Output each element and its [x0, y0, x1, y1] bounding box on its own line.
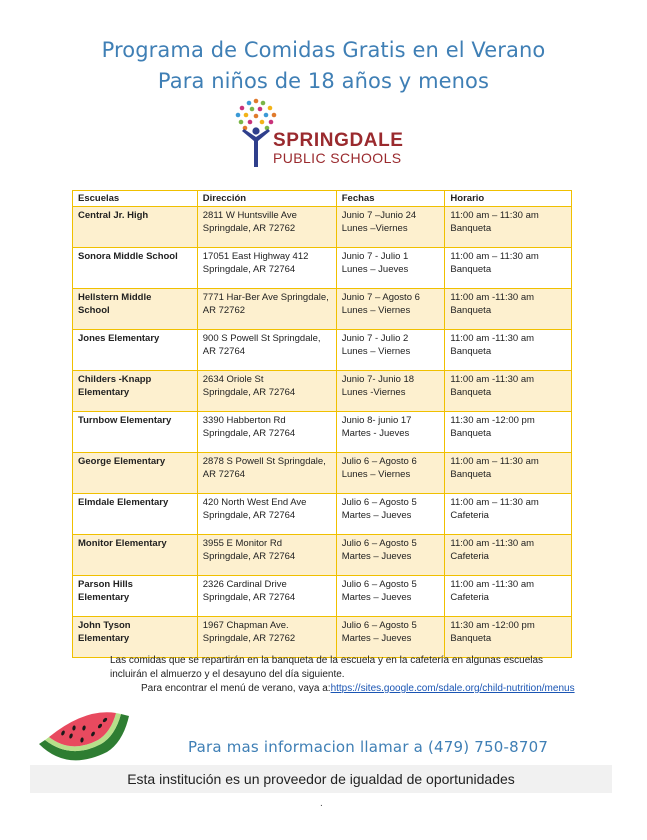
address-cell [197, 248, 336, 289]
dates-cell [336, 207, 445, 248]
dates-cell [336, 576, 445, 617]
cell-line: 1967 Chapman Ave. [202, 620, 289, 631]
address-cell [197, 289, 336, 330]
cell-line: Lunes – Viernes [341, 469, 411, 480]
school-cell [73, 412, 198, 453]
table-row [73, 412, 572, 453]
springdale-logo [231, 95, 421, 173]
header-address: Dirección [197, 191, 336, 207]
dates-cell [336, 412, 445, 453]
address-cell [197, 494, 336, 535]
cell-line: Martes - Jueves [341, 428, 410, 439]
cell-line: Elementary [78, 633, 130, 644]
cell-line: Lunes – Viernes [341, 346, 411, 357]
cell-line: Elementary [78, 592, 130, 603]
table-header-row [73, 191, 572, 207]
cell-line: Banqueta [450, 264, 492, 275]
cell-line: Junio 7 – Agosto 6 [341, 292, 420, 303]
address-cell [197, 412, 336, 453]
address-cell [197, 535, 336, 576]
cell-line: Lunes –Viernes [341, 223, 408, 234]
hours-cell [445, 248, 572, 289]
cell-line: 2878 S Powell St Springdale, [202, 456, 326, 467]
cell-line: AR 72762 [202, 305, 246, 316]
cell-line: Junio 7 - Julio 1 [341, 251, 409, 262]
cell-line: Springdale, AR 72764 [202, 387, 296, 398]
cell-line: Banqueta [450, 223, 492, 234]
address-cell [197, 576, 336, 617]
menu-note [141, 683, 575, 694]
cell-line: Banqueta [450, 469, 492, 480]
cell-line: School [78, 305, 110, 316]
cell-line: Springdale, AR 72762 [202, 633, 296, 644]
logo-springdale-text: SPRINGDALE [273, 130, 404, 151]
cell-line: Julio 6 – Agosto 5 [341, 620, 417, 631]
cell-line: 3955 E Monitor Rd [202, 538, 282, 549]
school-cell [73, 453, 198, 494]
dates-cell [336, 330, 445, 371]
address-cell [197, 453, 336, 494]
school-cell [73, 576, 198, 617]
cell-line: Childers -Knapp [78, 374, 152, 385]
cell-line: 11:00 am -11:30 am [450, 333, 535, 344]
cell-line: 7771 Har-Ber Ave Springdale, [202, 292, 329, 303]
cell-line: Banqueta [450, 305, 492, 316]
cell-line: Julio 6 – Agosto 5 [341, 579, 417, 590]
hours-cell [445, 535, 572, 576]
dates-cell [336, 248, 445, 289]
cell-line: Junio 7 - Julio 2 [341, 333, 409, 344]
dates-cell [336, 371, 445, 412]
cell-line: Sonora Middle School [78, 251, 178, 262]
cell-line: Springdale, AR 72764 [202, 264, 296, 275]
meals-note-line-2: incluirán el almuerzo y el desayuno del día siguiente. [110, 669, 345, 680]
cell-line: 11:00 am – 11:30 am [450, 210, 539, 221]
table-row [73, 576, 572, 617]
cell-line: Martes – Jueves [341, 633, 412, 644]
footer-dot: . [320, 798, 323, 809]
school-cell [73, 207, 198, 248]
hours-cell [445, 289, 572, 330]
school-cell [73, 248, 198, 289]
cell-line: Banqueta [450, 633, 492, 644]
menu-note-prefix: Para encontrar el menú de verano, vaya a: [141, 683, 331, 694]
school-cell [73, 617, 198, 658]
table-row [73, 248, 572, 289]
cell-line: Hellstern Middle [78, 292, 152, 303]
header-dates: Fechas [336, 191, 445, 207]
equal-opportunity-text: Esta institución es un proveedor de igualdad de oportunidades [127, 771, 515, 787]
table-row [73, 371, 572, 412]
cell-line: Martes – Jueves [341, 592, 412, 603]
table-row [73, 453, 572, 494]
cell-line: Lunes -Viernes [341, 387, 406, 398]
cell-line: Junio 7 –Junio 24 [341, 210, 417, 221]
cell-line: 11:00 am -11:30 am [450, 374, 535, 385]
cell-line: Lunes – Viernes [341, 305, 411, 316]
logo-public-schools-text: PUBLIC SCHOOLS [273, 150, 402, 166]
dates-cell [336, 453, 445, 494]
cell-line: 11:30 am -12:00 pm [450, 415, 535, 426]
hours-cell [445, 371, 572, 412]
school-cell [73, 494, 198, 535]
cell-line: Junio 7- Junio 18 [341, 374, 415, 385]
contact-phone-text: Para mas informacion llamar a (479) 750-8707 [188, 738, 549, 756]
cell-line: AR 72764 [202, 346, 246, 357]
address-cell [197, 371, 336, 412]
hours-cell [445, 576, 572, 617]
address-cell [197, 617, 336, 658]
table-row [73, 330, 572, 371]
cell-line: John Tyson [78, 620, 131, 631]
cell-line: 2811 W Huntsville Ave [202, 210, 297, 221]
cell-line: Martes – Jueves [341, 551, 412, 562]
menu-link[interactable]: https://sites.google.com/sdale.org/child-nutrition/menus [330, 683, 575, 694]
table-row [73, 617, 572, 658]
header-schools: Escuelas [73, 191, 198, 207]
school-cell [73, 371, 198, 412]
header-hours: Horario [445, 191, 572, 207]
table-row [73, 207, 572, 248]
cell-line: 420 North West End Ave [202, 497, 307, 508]
table-row [73, 535, 572, 576]
school-cell [73, 535, 198, 576]
table-row [73, 289, 572, 330]
cell-line: Cafeteria [450, 551, 489, 562]
cell-line: 17051 East Highway 412 [202, 251, 309, 262]
cell-line: 3390 Habberton Rd [202, 415, 286, 426]
cell-line: 900 S Powell St Springdale, [202, 333, 321, 344]
cell-line: Springdale, AR 72762 [202, 223, 296, 234]
cell-line: Junio 8- junio 17 [341, 415, 412, 426]
cell-line: 11:30 am -12:00 pm [450, 620, 535, 631]
cell-line: Julio 6 – Agosto 5 [341, 538, 417, 549]
dates-cell [336, 289, 445, 330]
address-cell [197, 207, 336, 248]
cell-line: Springdale, AR 72764 [202, 428, 296, 439]
cell-line: Springdale, AR 72764 [202, 510, 296, 521]
cell-line: Springdale, AR 72764 [202, 551, 296, 562]
cell-line: 2326 Cardinal Drive [202, 579, 287, 590]
dates-cell [336, 535, 445, 576]
cell-line: Central Jr. High [78, 210, 149, 221]
cell-line: 2634 Oriole St [202, 374, 264, 385]
dates-cell [336, 617, 445, 658]
cell-line: AR 72764 [202, 469, 246, 480]
cell-line: 11:00 am -11:30 am [450, 292, 535, 303]
cell-line: Cafeteria [450, 592, 489, 603]
cell-line: 11:00 am -11:30 am [450, 538, 535, 549]
cell-line: Turnbow Elementary [78, 415, 172, 426]
cell-line: Jones Elementary [78, 333, 160, 344]
footer-band [30, 765, 612, 793]
hours-cell [445, 453, 572, 494]
cell-line: 11:00 am – 11:30 am [450, 251, 539, 262]
hours-cell [445, 617, 572, 658]
hours-cell [445, 494, 572, 535]
meal-sites-table [72, 190, 572, 658]
hours-cell [445, 330, 572, 371]
cell-line: Julio 6 – Agosto 5 [341, 497, 417, 508]
cell-line: Elmdale Elementary [78, 497, 169, 508]
cell-line: Parson Hills [78, 579, 133, 590]
cell-line: Banqueta [450, 346, 492, 357]
cell-line: Cafeteria [450, 510, 489, 521]
dates-cell [336, 494, 445, 535]
school-cell [73, 330, 198, 371]
address-cell [197, 330, 336, 371]
meals-note-line-1: Las comidas que se repartirán en la banqueta de la escuela y en la cafetería en algunas escuelas [110, 655, 544, 666]
title-line-2: Para niños de 18 años y menos [157, 69, 490, 93]
hours-cell [445, 207, 572, 248]
cell-line: Elementary [78, 387, 130, 398]
hours-cell [445, 412, 572, 453]
cell-line: 11:00 am – 11:30 am [450, 456, 539, 467]
cell-line: Banqueta [450, 387, 492, 398]
cell-line: Banqueta [450, 428, 492, 439]
cell-line: Julio 6 – Agosto 6 [341, 456, 417, 467]
cell-line: 11:00 am -11:30 am [450, 579, 535, 590]
cell-line: 11:00 am – 11:30 am [450, 497, 539, 508]
cell-line: Lunes – Jueves [341, 264, 409, 275]
title-line-1: Programa de Comidas Gratis en el Verano [101, 38, 546, 62]
cell-line: Martes – Jueves [341, 510, 412, 521]
school-cell [73, 289, 198, 330]
cell-line: George Elementary [78, 456, 166, 467]
cell-line: Springdale, AR 72764 [202, 592, 296, 603]
cell-line: Monitor Elementary [78, 538, 167, 549]
table-row [73, 494, 572, 535]
